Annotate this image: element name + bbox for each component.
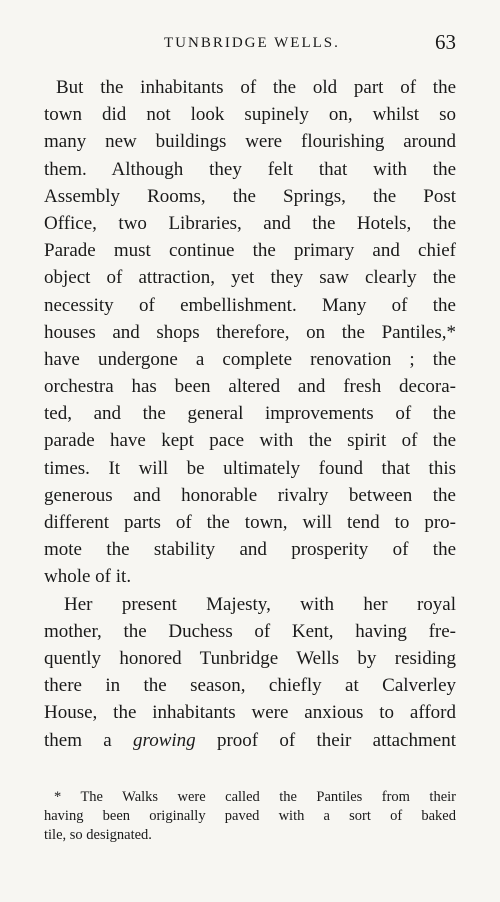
text-line: them. Although they felt that with the	[44, 158, 456, 180]
text-line: House, the inhabitants were anxious to afford	[44, 702, 456, 724]
footnote-line: * The Walks were called the Pantiles from their	[54, 789, 456, 805]
text-line: necessity of embellishment. Many of the	[44, 294, 456, 316]
text-line: But the inhabitants of the old part of the	[56, 77, 456, 98]
text-line: Assembly Rooms, the Springs, the Post	[44, 185, 456, 207]
text-line: different parts of the town, will tend to pro-	[44, 512, 456, 533]
text-line: orchestra has been altered and fresh decora-	[44, 376, 456, 398]
text-line: many new buildings were flourishing around	[44, 131, 456, 153]
running-head: TUNBRIDGE WELLS.	[164, 35, 340, 51]
page-number: 63	[435, 30, 456, 54]
text-line: mother, the Duchess of Kent, having fre-	[44, 620, 456, 642]
body-text	[44, 74, 456, 754]
text-line: mote the stability and prosperity of the	[44, 539, 456, 561]
page-header	[44, 30, 456, 60]
emphasized-word: growing	[133, 729, 196, 751]
text-line: object of attraction, yet they saw clearly the	[44, 267, 456, 289]
text-line: Her present Majesty, with her royal	[64, 593, 456, 615]
footnote-line: tile, so designated.	[44, 827, 152, 843]
text-line: houses and shops therefore, on the Pantiles,*	[44, 321, 456, 343]
text-line: generous and honorable rivalry between the	[44, 484, 456, 506]
text-line: whole of it.	[44, 566, 132, 588]
text-line: Office, two Libraries, and the Hotels, the	[44, 212, 456, 234]
line-text-before: them a	[44, 729, 134, 751]
text-line: there in the season, chiefly at Calverley	[44, 675, 456, 697]
text-line: have undergone a complete renovation ; the	[44, 348, 456, 370]
text-line: quently honored Tunbridge Wells by residing	[44, 647, 456, 669]
text-line: ted, and the general improvements of the	[44, 403, 456, 425]
footnote-line: having been originally paved with a sort of baked	[44, 808, 456, 824]
text-line: times. It will be ultimately found that this	[44, 457, 456, 479]
text-line: parade have kept pace with the spirit of the	[44, 430, 456, 452]
footnote	[44, 788, 456, 845]
text-line: town did not look supinely on, whilst so	[44, 104, 456, 126]
line-text-after: proof of their attachment	[195, 729, 456, 751]
text-line: Parade must continue the primary and chief	[44, 240, 456, 262]
text-line-with-emphasis	[44, 727, 456, 754]
